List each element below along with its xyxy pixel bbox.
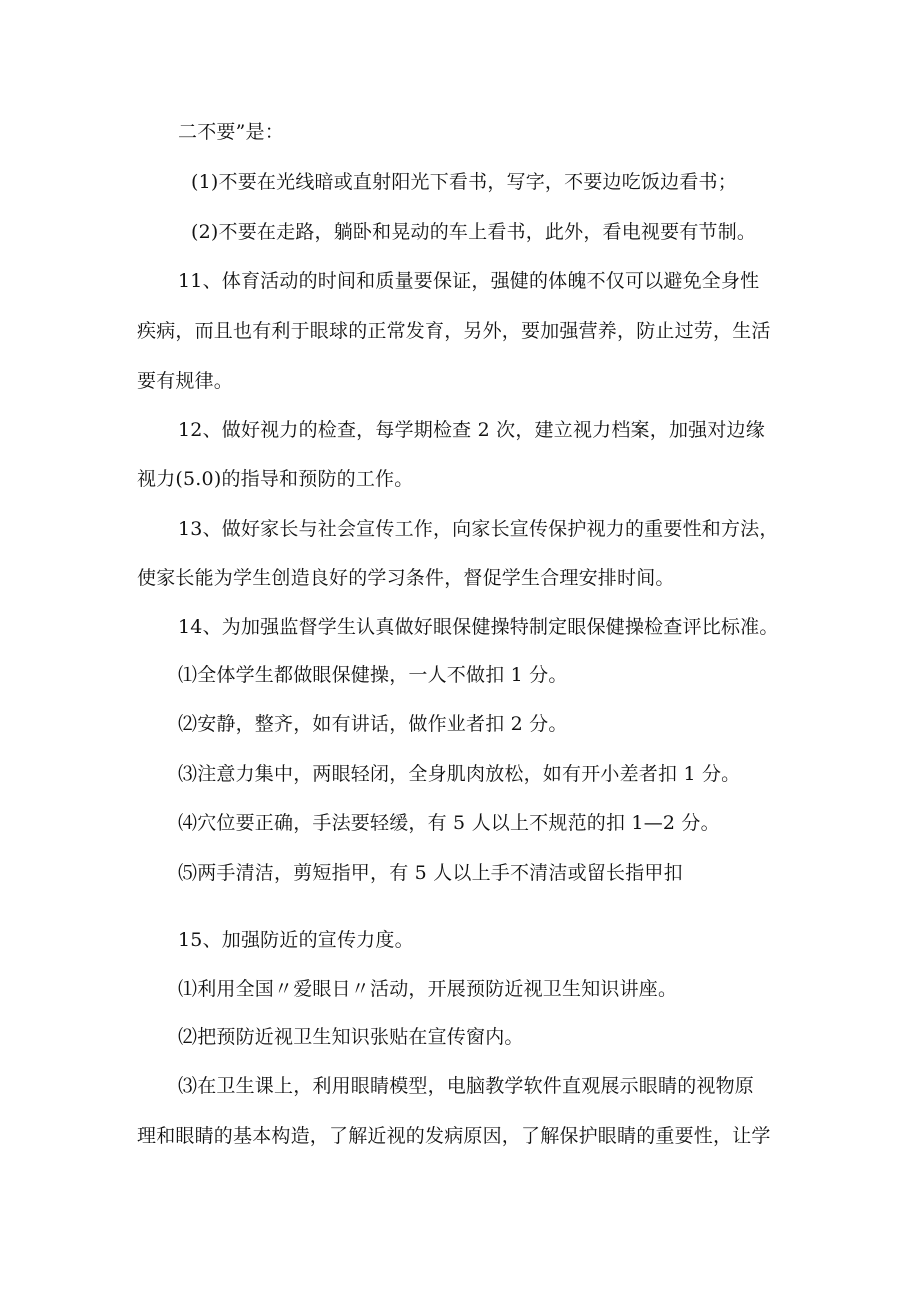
text-line-4: 11、体育活动的时间和质量要保证，强健的体魄不仅可以避免全身性 bbox=[178, 270, 760, 292]
text-line-1: 二不要”是： bbox=[178, 121, 284, 143]
text-line-8: 视力(5.0)的指导和预防的工作。 bbox=[137, 468, 414, 490]
text-line-6: 要有规律。 bbox=[137, 370, 234, 392]
text-line-19: ⑵把预防近视卫生知识张贴在宣传窗内。 bbox=[178, 1026, 524, 1048]
text-line-9: 13、做好家长与社会宣传工作，向家长宣传保护视力的重要性和方法， bbox=[178, 518, 779, 540]
text-line-5: 疾病，而且也有利于眼球的正常发育，另外，要加强营养，防止过劳，生活 bbox=[137, 320, 771, 342]
text-line-18: ⑴利用全国〃爱眼日〃活动，开展预防近视卫生知识讲座。 bbox=[178, 978, 678, 1000]
text-line-15: ⑷穴位要正确，手法要轻缓，有 5 人以上不规范的扣 1—2 分。 bbox=[178, 812, 720, 834]
text-line-20: ⑶在卫生课上，利用眼睛模型，电脑教学软件直观展示眼睛的视物原 bbox=[178, 1075, 755, 1097]
text-line-12: ⑴全体学生都做眼保健操，一人不做扣 1 分。 bbox=[178, 664, 568, 686]
text-line-7: 12、做好视力的检查，每学期检查 2 次，建立视力档案，加强对边缘 bbox=[178, 419, 765, 441]
text-line-14: ⑶注意力集中，两眼轻闭，全身肌肉放松，如有开小差者扣 1 分。 bbox=[178, 763, 741, 785]
text-line-21: 理和眼睛的基本构造，了解近视的发病原因，了解保护眼睛的重要性，让学 bbox=[137, 1125, 771, 1147]
text-line-16: ⑸两手清洁，剪短指甲，有 5 人以上手不清洁或留长指甲扣 bbox=[178, 862, 683, 884]
text-line-13: ⑵安静，整齐，如有讲话，做作业者扣 2 分。 bbox=[178, 713, 568, 735]
text-line-17: 15、加强防近的宣传力度。 bbox=[178, 929, 414, 951]
text-line-3: (2)不要在走路，躺卧和晃动的车上看书，此外，看电视要有节制。 bbox=[191, 221, 757, 243]
text-line-2: (1)不要在光线暗或直射阳光下看书，写字，不要边吃饭边看书； bbox=[191, 171, 737, 193]
text-line-10: 使家长能为学生创造良好的学习条件，督促学生合理安排时间。 bbox=[137, 567, 675, 589]
text-line-11: 14、为加强监督学生认真做好眼保健操特制定眼保健操检查评比标准。 bbox=[178, 616, 779, 638]
